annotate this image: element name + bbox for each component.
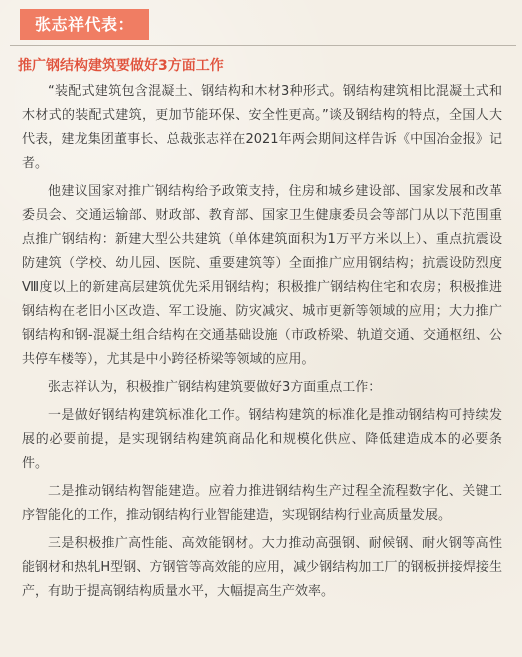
article-body xyxy=(22,80,502,604)
paragraph-3: 张志祥认为，积极推广钢结构建筑要做好3方面重点工作： xyxy=(48,380,382,395)
article-title: 推广钢结构建筑要做好3方面工作 xyxy=(18,58,224,74)
paragraph-4: 一是做好钢结构建筑标准化工作。钢结构建筑的标准化是推动钢结构可持续发展的必要前提，是实现钢结构建筑商品化和规模化供应、降低建造成本的必要条件。 xyxy=(22,408,502,471)
paragraph-6: 三是积极推广高性能、高效能钢材。大力推动高强钢、耐候钢、耐火钢等高性能钢材和热轧H型钢、方钢管等高效能的应用，减少钢结构加工厂的钢板拼接焊接生产，有助于提高钢结构质量水平，大幅提高生产效率。 xyxy=(22,536,502,599)
paragraph-1: “装配式建筑包含混凝土、钢结构和木材3种形式。钢结构建筑相比混凝土式和木材式的装配式建筑，更加节能环保、安全性更高。”谈及钢结构的特点，全国人大代表，建龙集团董事长、总裁张志祥在2021年两会期间这样告诉《中国冶金报》记者。 xyxy=(22,84,502,171)
paragraph-5: 二是推动钢结构智能建造。应着力推进钢结构生产过程全流程数字化、关键工序智能化的工作，推动钢结构行业智能建造，实现钢结构行业高质量发展。 xyxy=(22,484,502,523)
representative-label: 张志祥代表： xyxy=(20,9,149,40)
header-divider xyxy=(10,45,516,46)
paragraph-2: 他建议国家对推广钢结构给予政策支持，住房和城乡建设部、国家发展和改革委员会、交通运输部、财政部、教育部、国家卫生健康委员会等部门从以下范围重点推广钢结构：新建大型公共建筑（单体建筑面积为1万平方米以上）、重点抗震设防建筑（学校、幼儿园、医院、重要建筑等）全面推广应用钢结构；抗震设防烈度Ⅷ度以上的新建高层建筑优先采用钢结构；积极推广钢结构住宅和农房；积极推进钢结构在老旧小区改造、军工设施、防灾减灾、城市更新等领域的应用；大力推广钢结构和钢-混凝土组合结构在交通基础设施（市政桥梁、轨道交通、交通枢纽、公共停车楼等），尤其是中小跨径桥梁等领域的应用。 xyxy=(22,184,502,367)
